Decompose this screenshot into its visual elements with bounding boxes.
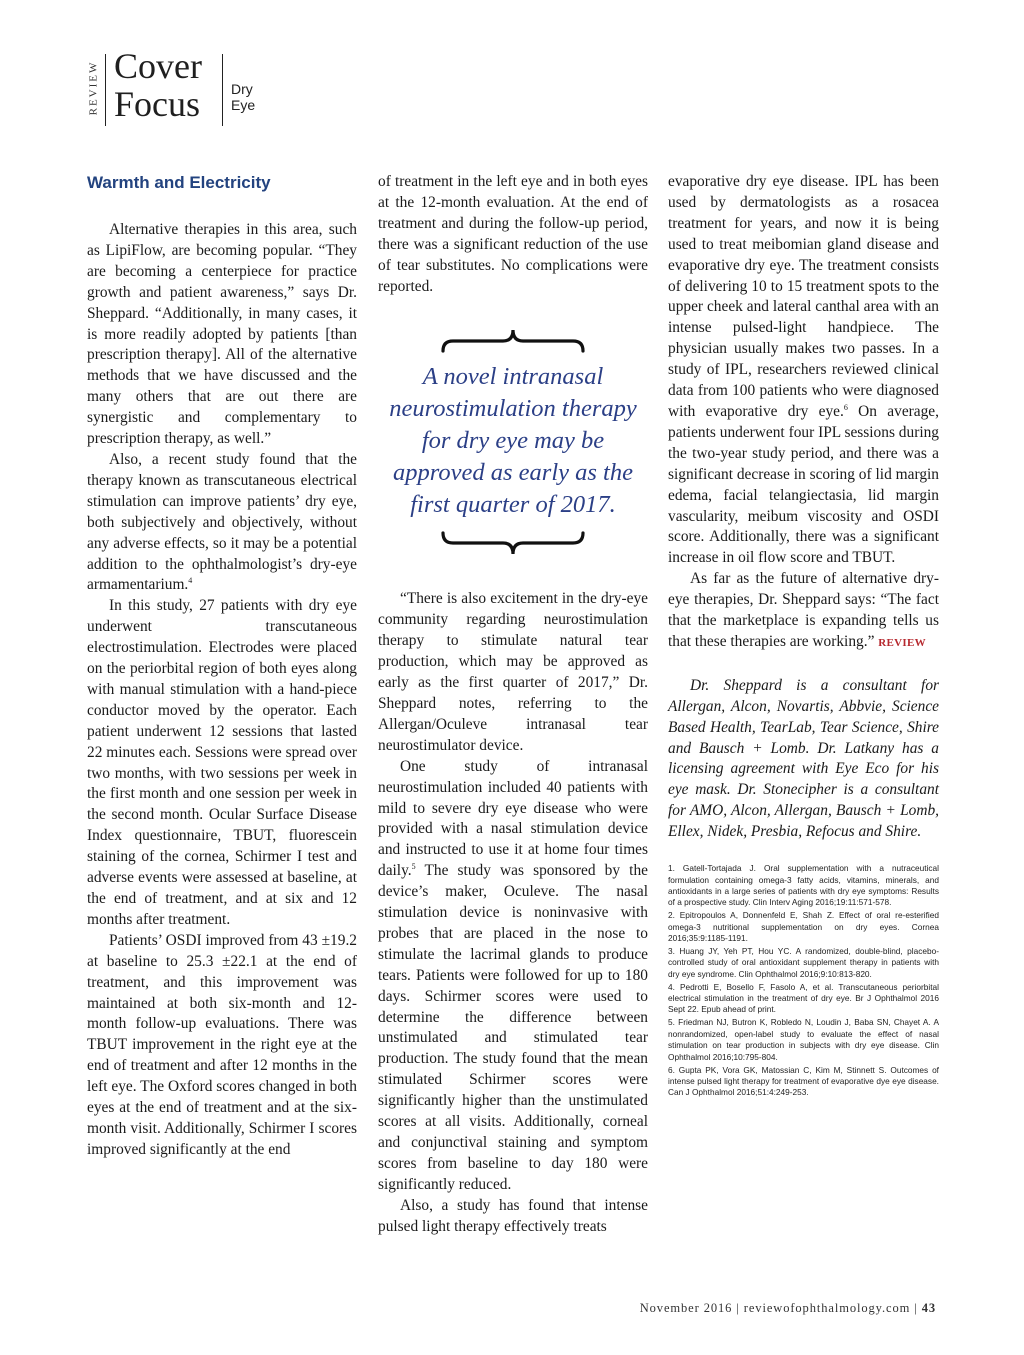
references-list (668, 863, 939, 1099)
paragraph: In this study, 27 patients with dry eye underwent transcutaneous electrostimulation. Electrodes were placed on the periorbital region of both eyes along with manual stimulation with a hand-piece conductor moved by the operator. Each patient underwent 12 sessions that lasted 22 minutes each. Sessions were spread over two months, with two sessions per week in the first month and one session per week in the second month. Ocular Surface Disease Index questionnaire, TBUT, fluorescein staining of the cornea, Schirmer I test and adverse events were assessed at baseline, at the end of treatment, and at six and 12 months after treatment. (87, 597, 357, 928)
header-title-line2: Focus (114, 84, 201, 124)
column-2 (378, 172, 648, 1238)
bottom-brace-icon (439, 527, 587, 559)
section-label: Dry Eye (231, 81, 256, 113)
reference-marker: 4 (188, 576, 193, 586)
paragraph: Patients’ OSDI improved from 43 ±19.2 at baseline to 25.3 ±22.1 at the end of treatment, and this improvement was maintained at both six-month and 12-month follow-up evaluations. There was TBUT improvement in the right eye at the end of treatment and after 12 months in the left eye. The Oxford scores changed in both eyes at the end of treatment and at the six-month visit. Additionally, Schirmer I scores improved significantly at the end (87, 931, 357, 1158)
header-divider (105, 54, 106, 126)
header-title-line1: Cover (114, 46, 202, 86)
reference-item: 4. Pedrotti E, Bosello F, Fasolo A, et al. Transcutaneous periorbital electrical stimulation in the treatment of dry eye. Br J Ophthalmol 2016 Sept 22. Epub ahead of print. (668, 981, 939, 1015)
column-1 (87, 172, 357, 1161)
footer-date: November 2016 (639, 1301, 733, 1315)
paragraph: Alternative therapies in this area, such as LipiFlow, are becoming popular. “They are becoming a centerpiece for practice growth and patient awareness,” says Dr. Sheppard. “Additionally, in many cases, it is more readily adopted by patients [than prescription therapy]. All of the alternative methods that we have discussed and the many others that are out there are synergistic and complementary to prescription therapy, as well.” (87, 221, 357, 448)
page-footer: November 2016 | reviewofophthalmology.com | 43 (639, 1301, 936, 1315)
page-number: 43 (921, 1301, 936, 1315)
paragraph: Also, a study has found that intense pulsed light therapy effectively treats (378, 1196, 648, 1235)
pull-quote (378, 325, 648, 559)
paragraph: As far as the future of alternative dry-eye therapies, Dr. Sheppard says: “The fact that the marketplace is expanding tells us that these therapies are working.” REVIEW (668, 570, 939, 650)
paragraph: Also, a recent study found that the therapy known as transcutaneous electrical stimulation can improve patients’ dry eye, both subjectively and objectively, without any adverse effects, so it may be a potential addition to the ophthalmologist’s dry-eye armamentarium.$^4$ (87, 450, 357, 594)
reference-item: 6. Gupta PK, Vora GK, Matossian C, Kim M, Stinnett S. Outcomes of intense pulsed light therapy for treatment of evaporative dye eye disease. Can J Ophthalmol 2016;51:4:249-253. (668, 1064, 939, 1098)
reference-item: 2. Epitropoulos A, Donnenfeld E, Shah Z. Effect of oral re-esterified omega-3 nutritional supplementation on dry eyes. Cornea 2016;35:9:1185-1191. (668, 910, 939, 944)
section-heading: Warmth and Electricity (87, 173, 271, 192)
header-divider (222, 54, 223, 126)
end-mark: REVIEW (878, 636, 926, 649)
reference-item: 5. Friedman NJ, Butron K, Robledo N, Loudin J, Baba SN, Chayet A. A nonrandomized, open-label study to evaluate the effect of nasal stimulation on tear production in subjects with dry eye disease. Clin Ophthalmol 2016;10:795-804. (668, 1017, 939, 1062)
top-brace-icon (439, 325, 587, 357)
paragraph: One study of intranasal neurostimulation included 40 patients with mild to severe dry eye disease who were provided with a nasal stimulation device and instructed to use it at home four times daily.$^5$ The study was sponsored by the device’s maker, Oculeve. The nasal stimulation device is noninvasive with probes that are placed in the nose to stimulate the lacrimal glands to produce tears. Patients were followed for up to 180 days. Schirmer scores were used to determine the difference between unstimulated and stimulated tear production. The study found that the mean stimulated Schirmer scores were significantly higher than the unstimulated scores at all visits. Additionally, corneal and conjunctival staining and symptom scores from baseline to day 180 were significantly reduced. (378, 757, 648, 1193)
paragraph: evaporative dry eye disease. IPL has been used by dermatologists as a rosacea treatment for years, and now it is being used to treat meibomian gland disease and evaporative dry eye. The treatment consists of delivering 10 to 15 treatment spots to the upper cheek and lateral canthal area with an intense pulsed-light handpiece. The physician usually makes two passes. In a study of IPL, researchers reviewed clinical data from 100 patients who were diagnosed with evaporative dry eye.$^6$ On average, patients underwent four IPL sessions during the two-year study period, and there was a significant decrease in scoring of lid margin edema, facial telangiectasia, lid margin vascularity, meibum viscosity and OSDI score. Additionally, there was a significant increase in oil flow score and TBUT. (668, 173, 939, 567)
author-disclosure: Dr. Sheppard is a consultant for Allergan, Alcon, Novartis, Abbvie, Science Based Health, TearLab, Tear Science, Shire and Bausch + Lomb. Dr. Latkany has a licensing agreement with Eye Eco for his eye mask. Dr. Stonecipher is a consultant for AMO, Alcon, Allergan, Bausch + Lomb, Ellex, Nidek, Presbia, Refocus and Shire. (668, 676, 939, 841)
reference-marker: 5 (411, 862, 416, 872)
reference-marker: 6 (843, 402, 848, 412)
reference-item: 1. Gatell-Tortajada J. Oral supplementation with a nutraceutical formulation containing omega-3 fatty acids, vitamins, minerals, and antioxidants in a large series of patients with dry eye symptoms: Results of a prospective study. Clin Interv Aging 2016;19:11:571-578. (668, 863, 939, 908)
reference-item: 3. Huang JY, Yeh PT, Hou YC. A randomized, double-blind, placebo-controlled study of oral antioxidant supplement therapy in patients with dry eye syndrome. Clin Ophthalmol 2016;9:10:813-820. (668, 945, 939, 979)
footer-site: reviewofophthalmology.com (743, 1301, 911, 1315)
pull-quote-text: A novel intranasal neurostimulation therapy for dry eye may be approved as early as the first quarter of 2017. (389, 363, 637, 519)
column-3 (668, 172, 939, 1100)
review-tag: REVIEW (87, 60, 100, 116)
paragraph: “There is also excitement in the dry-eye community regarding neurostimulation therapy to stimulate natural tear production, which may be approved as early as the first quarter of 2017,” Dr. Sheppard notes, referring to the Allergan/Oculeve intranasal tear neurostimulator device. (378, 590, 648, 754)
paragraph: of treatment in the left eye and in both eyes at the 12-month evaluation. At the end of treatment and during the follow-up period, there was a significant reduction of the use of tear substitutes. No complications were reported. (378, 173, 648, 295)
